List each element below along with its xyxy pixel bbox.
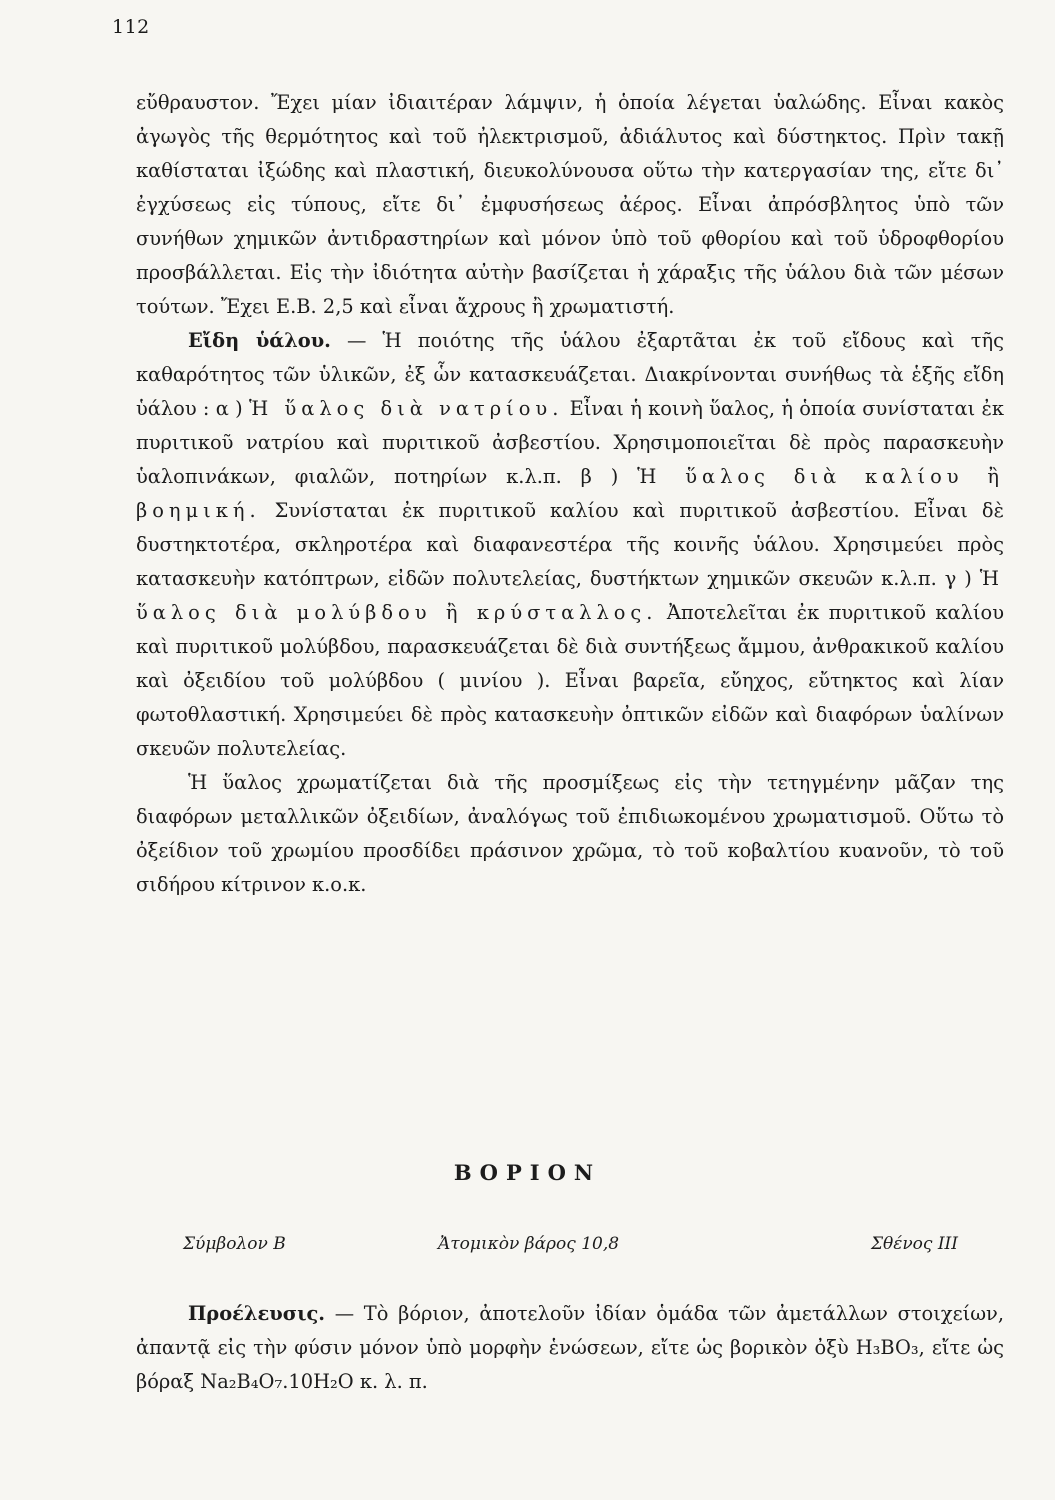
glass-properties-paragraph: εὔθραυστον. Ἔχει μίαν ἰδιαιτέραν λάμψιν, ἡ ὁποία λέγεται ὑαλώδης. Εἶναι κακὸς ἀγωγὸς τῆς θερμότητος καὶ τοῦ ἠλεκτρισμοῦ, ἀδιάλυτος καὶ δύστηκτος. Πρὶν τακῇ καθίσταται ἰξώδης καὶ πλαστική, διευκολύνουσα οὕτω τὴν κατεργασίαν της, εἴτε δι᾽ ἐγχύσεως εἰς τύπους, εἴτε δι᾽ ἐμφυσήσεως ἀέρος. Εἶναι ἀπρόσβλητος ὑπὸ τῶν συνήθων χημικῶν ἀντιδραστηρίων καὶ μόνον ὑπὸ τοῦ φθορίου καὶ τοῦ ὑδροφθορίου προσβάλλεται. Εἰς τὴν ἰδιότητα αὐτὴν βασίζεται ἡ χάραξις τῆς ὑάλου διὰ τῶν μέσων τούτων. Ἔχει Ε.Β. 2,5 καὶ εἶναι ἄχρους ἢ χρωματιστή. — [136, 91, 1004, 318]
element-title: ΒΟΡΙΟΝ — [453, 1160, 602, 1185]
glass-type-b-text: Συνίσταται ἐκ πυριτικοῦ καλίου καὶ πυριτικοῦ ἀσβεστίου. Εἶναι δὲ δυστηκτοτέρα, σκληροτέρα καὶ διαφανεστέρα τῆς κοινῆς ὑάλου. Χρησιμεύει πρὸς κατασκευὴν κατόπτρων, εἰδῶν πολυτελείας, δυστήκτων χημικῶν σκευῶν κ.λ.π. γ ) — [136, 499, 1004, 590]
glass-type-a-term: Ἡ ὕαλος διὰ νατρίου. — [248, 397, 564, 420]
glass-type-c-term: Ἡ ὕαλος διὰ μολύβδου ἢ κρύσταλλος. — [136, 567, 1005, 624]
boron-origin-text-mid: , εἴτε ὡς βόραξ — [136, 1336, 1004, 1393]
page-number: 112 — [112, 16, 150, 38]
boron-origin-heading: Προέλευσις. — [188, 1302, 326, 1325]
glass-types-lead: — Ἡ ποιότης τῆς ὑάλου ἐξαρτᾶται ἐκ τοῦ εἴδους καὶ τῆς καθαρότητος τῶν ὑλικῶν, ἐξ ὧν κατασκευάζεται. Διακρίνονται συνήθως τὰ ἑξῆς εἴδη ὑάλου : α ) — [136, 329, 1004, 420]
element-atomic-weight: Ἀτομικὸν βάρος 10,8 — [438, 1234, 620, 1254]
element-symbol: Σύμβολον Β — [183, 1234, 286, 1254]
glass-section — [136, 86, 1004, 902]
boric-acid-formula: H₃BO₃ — [855, 1336, 919, 1359]
boron-origin-paragraph — [136, 1297, 1004, 1399]
glass-type-c-text: Ἀποτελεῖται ἐκ πυριτικοῦ καλίου καὶ πυριτικοῦ μολύβδου, παρασκευάζεται δὲ διὰ συντήξεως ἄμμου, ἀνθρακικοῦ καλίου καὶ ὀξειδίου τοῦ μολύβδου ( μινίου ). Εἶναι βαρεῖα, εὔηχος, εὔτηκτος καὶ λίαν φωτοθλαστική. Χρησιμεύει δὲ πρὸς κατασκευὴν ὀπτικῶν εἰδῶν καὶ διαφόρων ὑαλίνων σκευῶν πολυτελείας. — [136, 601, 1004, 760]
glass-types-paragraph — [136, 324, 1004, 766]
element-valence: Σθένος III — [870, 1234, 958, 1254]
boron-origin-text-end: κ. λ. π. — [359, 1370, 428, 1393]
borax-formula: Na₂B₄O₇.10H₂O — [200, 1370, 354, 1393]
boron-section — [136, 1297, 1004, 1399]
glass-types-heading: Εἴδη ὑάλου. — [188, 329, 331, 352]
glass-type-b-term: Ἡ ὕαλος διὰ καλίου ἢ βοημική. — [136, 465, 1004, 522]
boron-origin-text-start: — Τὸ βόριον, ἀποτελοῦν ἰδίαν ὁμάδα τῶν ἀμετάλλων στοιχείων, ἀπαντᾷ εἰς τὴν φύσιν μόνον ὑπὸ μορφὴν ἑνώσεων, εἴτε ὡς βορικὸν ὀξὺ — [136, 1302, 1004, 1359]
glass-type-a-text: Εἶναι ἡ κοινὴ ὕαλος, ἡ ὁποία συνίσταται ἐκ πυριτικοῦ νατρίου καὶ πυριτικοῦ ἀσβεστίου. Χρησιμοποιεῖται δὲ πρὸς παρασκευὴν ὑαλοπινάκων, φιαλῶν, ποτηρίων κ.λ.π. β ) — [136, 397, 1005, 488]
glass-coloring-paragraph: Ἡ ὕαλος χρωματίζεται διὰ τῆς προσμίξεως εἰς τὴν τετηγμένην μᾶζαν της διαφόρων μεταλλικῶν ὀξειδίων, ἀναλόγως τοῦ ἐπιδιωκομένου χρωματισμοῦ. Οὕτω τὸ ὀξείδιον τοῦ χρωμίου προσδίδει πράσινον χρῶμα, τὸ τοῦ κοβαλτίου κυανοῦν, τὸ τοῦ σιδήρου κίτρινον κ.ο.κ. — [136, 771, 1004, 896]
